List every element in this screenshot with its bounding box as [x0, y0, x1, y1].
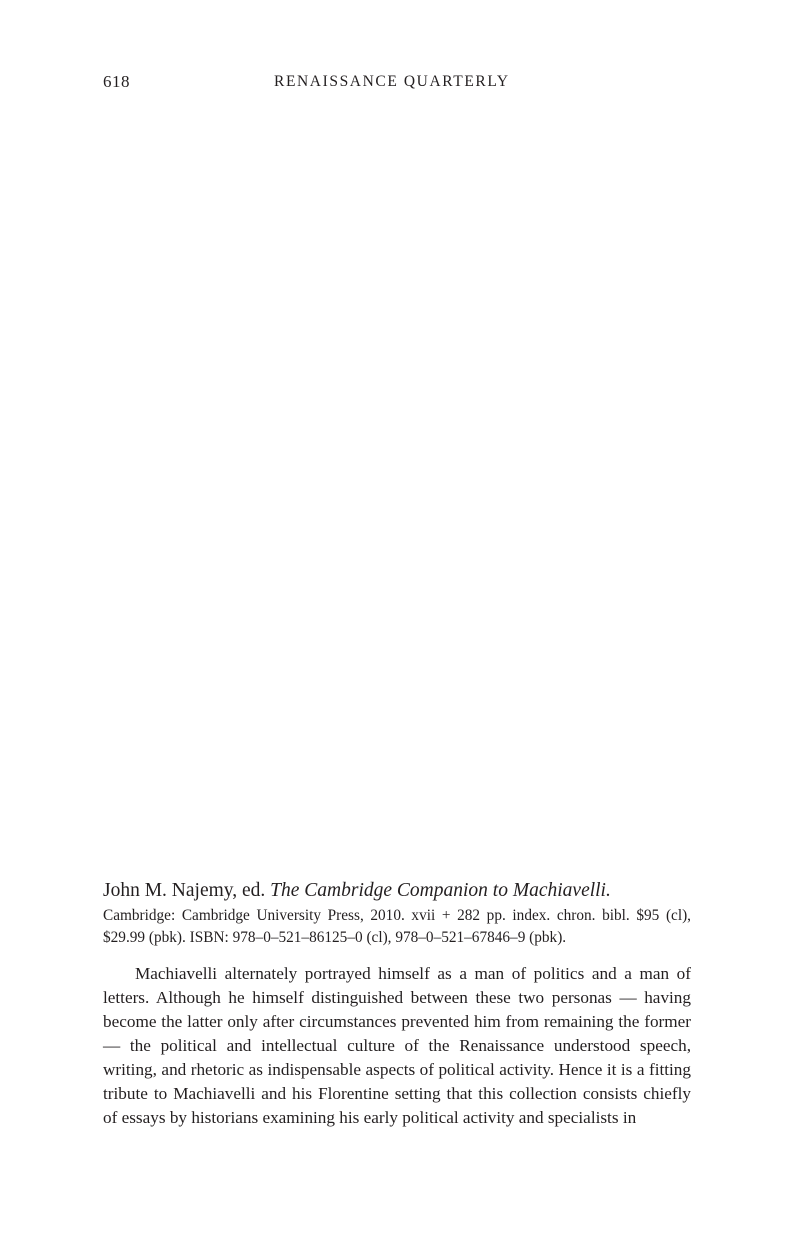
book-review [103, 878, 691, 1147]
review-paragraph: Machiavelli alternately portrayed himself as a man of politics and a man of letters. Although he himself distinguished between these two personas — having become the latter only after circumstances prevented him from remaining the former — the political and intellectual culture of the Renaissance understood speech, writing, and rhetoric as indispensable aspects of political activity. Hence it is a fitting tribute to Machiavelli and his Florentine setting that this collection consists chiefly of essays by historians examining his early political activity and specialists in [103, 964, 691, 1127]
book-title: The Cambridge Companion to Machiavelli. [270, 880, 611, 901]
editor-name: John M. Najemy, ed. [103, 880, 266, 901]
review-heading [103, 878, 691, 904]
running-head [103, 72, 691, 94]
page-number: 618 [103, 72, 130, 91]
journal-title: RENAISSANCE QUARTERLY [274, 73, 510, 90]
publication-info: Cambridge: Cambridge University Press, 2010. xvii + 282 pp. index. chron. bibl. $95 (cl), $29.99 (pbk). ISBN: 978–0–521–86125–0 (cl), 978–0–521–67846–9 (pbk). [103, 907, 691, 946]
